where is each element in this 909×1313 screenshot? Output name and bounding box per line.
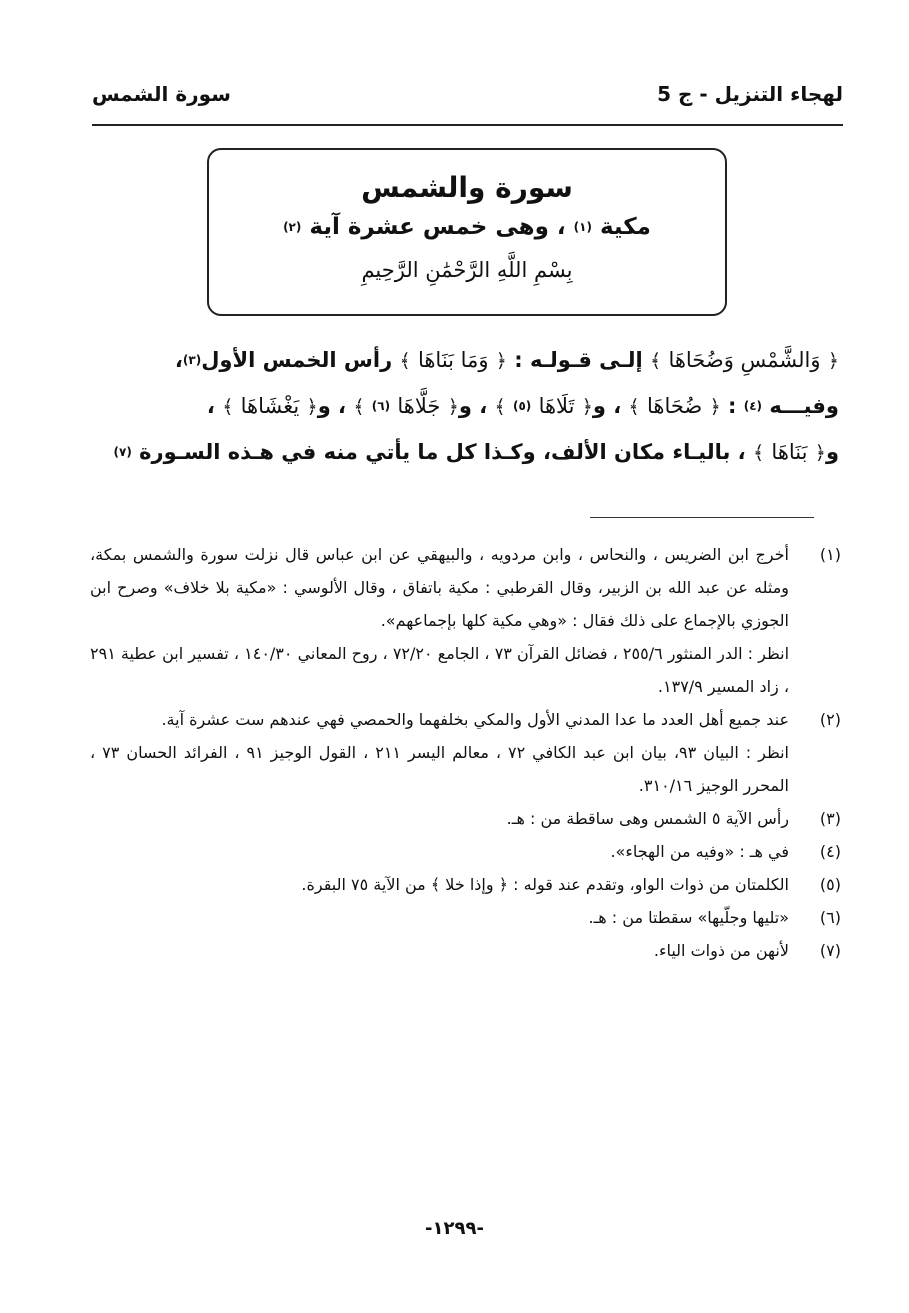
surah-name: سورة والشمس (361, 171, 573, 204)
ornate-bracket-open-icon: ﴿ (306, 396, 318, 418)
footnote-number: (٣) (819, 809, 841, 828)
footnote-body (90, 538, 789, 703)
footnote-ref-7: (٧) (113, 445, 132, 459)
ornate-bracket-open-icon: ﴿ (827, 350, 839, 372)
footnote-3 (90, 802, 841, 835)
footnote-body (90, 703, 789, 802)
surah-title-box (207, 148, 727, 316)
footnote-text: لأنهن من ذوات الياء. (653, 941, 789, 960)
ornate-bracket-close-icon: ﴾ (494, 396, 506, 418)
ornate-bracket-close-icon: ﴾ (649, 350, 662, 372)
ornate-bracket-close-icon: ﴾ (353, 396, 365, 418)
footnote-1 (90, 538, 841, 703)
main-text-span: ، (174, 348, 183, 372)
quran-word: ضُحَاهَا (646, 394, 703, 418)
footnote-7 (90, 934, 841, 967)
footnote-ref-4: (٤) (743, 399, 763, 413)
main-text-span: ، باليـاء مكان الألف، وكـذا كل ما يأتي منه في هـذه السـورة (139, 440, 746, 464)
quran-word: بَنَاهَا (771, 440, 808, 464)
footnote-text: رأس الآية ٥ الشمس وهى ساقطة من : هـ. (506, 809, 789, 828)
meta-makkiyya: مكية (599, 214, 651, 240)
footnote-4 (90, 835, 841, 868)
footnote-ref-1: (١) (573, 220, 592, 234)
page-number: -١٢٩٩- (425, 1218, 484, 1239)
footnote-ref-6: (٦) (371, 399, 391, 413)
surah-running-title: سورة الشمس (92, 82, 231, 106)
basmala: بِسْمِ اللَّهِ الرَّحْمَٰنِ الرَّحِيمِ (361, 258, 573, 282)
main-line-1 (86, 338, 839, 384)
main-text (86, 338, 839, 476)
footnote-2 (90, 703, 841, 802)
main-text-span: ، و (458, 394, 488, 418)
footnote-text: في هـ : «وفيه من الهجاء». (610, 842, 789, 861)
ornate-bracket-close-icon: ﴾ (399, 350, 411, 372)
footnote-number: (٢) (819, 710, 841, 729)
footnote-text: أخرج ابن الضريس ، والنحاس ، وابن مردويه ، والبيهقي عن ابن عباس قال نزلت سورة والشمس بمكة، ومثله عن عبد الله بن الزبير، وقال القرطبي : مكية باتفاق ، وقال الألوسي : «مكية بلا خلاف» وصرح ابن الجوزي بالإجماع على ذلك فقال : «وهي مكية كلها بإجماعهم». (90, 545, 789, 630)
meta-verse-count: ، وهى خمس عشرة آية (309, 214, 566, 240)
main-text-span: : (728, 394, 737, 418)
footnote-ref-2: (٢) (283, 220, 302, 234)
footnote-5 (90, 868, 841, 901)
ornate-bracket-close-icon: ﴾ (752, 442, 765, 464)
ornate-bracket-open-icon: ﴿ (495, 350, 507, 372)
main-text-span: إلـى قـولـه : (514, 348, 643, 372)
footnote-number: (٧) (819, 941, 841, 960)
quran-word: تَلَاهَا (538, 394, 575, 418)
footnote-text: «تليها وجلّيها» سقطتا من : هـ. (588, 908, 789, 927)
quran-word: وَمَا بَنَاهَا (417, 348, 489, 372)
footnote-text: انظر : البيان ٩٣، بيان ابن عبد الكافي ٧٢ ، معالم اليسر ٢١١ ، القول الوجيز ٩١ ، الفرائد الحسان ٧٣ ، المحرر الوجيز ٣١٠/١٦. (90, 743, 789, 795)
main-text-span: وفيـــه (769, 394, 839, 418)
footnote-number: (٤) (819, 842, 841, 861)
main-text-span: و (825, 440, 839, 464)
main-text-span: ، (206, 394, 215, 418)
ornate-bracket-open-icon: ﴿ (814, 442, 826, 464)
quran-word: يَغْشَاهَا (240, 394, 300, 418)
footnote-body (90, 901, 789, 934)
footnote-number: (١) (819, 545, 841, 564)
ornate-bracket-open-icon: ﴿ (709, 396, 721, 418)
footnote-body (90, 802, 789, 835)
footnote-body (90, 835, 789, 868)
ornate-bracket-close-icon: ﴾ (222, 396, 234, 418)
footnote-6 (90, 901, 841, 934)
footnote-number: (٦) (819, 908, 841, 927)
main-line-3 (86, 430, 839, 476)
footnote-ref-3: (٣) (182, 353, 202, 367)
footnote-text: الكلمتان من ذوات الواو، وتقدم عند قوله : ﴿ وإذا خلا ﴾ من الآية ٧٥ البقرة. (301, 875, 789, 894)
book-title: لهجاء التنزيل - ج 5 (657, 82, 843, 106)
ornate-bracket-open-icon: ﴿ (447, 396, 459, 418)
ornate-bracket-close-icon: ﴾ (628, 396, 640, 418)
main-text-span: رأس الخمس الأول (201, 348, 393, 372)
footnote-text: عند جميع أهل العدد ما عدا المدني الأول والمكي بخلفهما والحمصي فهي عندهم ست عشرة آية. (161, 710, 789, 729)
main-text-span: ، و (317, 394, 347, 418)
ornate-bracket-open-icon: ﴿ (581, 396, 593, 418)
footnote-number: (٥) (819, 875, 841, 894)
footnote-ref-5: (٥) (512, 399, 532, 413)
quran-word: وَالشَّمْسِ وَضُحَاهَا (668, 348, 821, 372)
main-text-span: ، و (592, 394, 622, 418)
page-header (92, 80, 843, 126)
footnotes (90, 538, 841, 967)
footnote-text: انظر : الدر المنثور ٢٥٥/٦ ، فضائل القرآن ٧٣ ، الجامع ٧٢/٢٠ ، روح المعاني ١٤٠/٣٠ ، تفسير ابن عطية ٢٩١ ، زاد المسير ١٣٧/٩. (90, 644, 790, 696)
footnote-body (90, 934, 789, 967)
surah-meta (209, 210, 725, 244)
footnote-divider (590, 517, 814, 518)
footnote-body (90, 868, 789, 901)
main-line-2 (86, 384, 839, 430)
quran-word: جَلَّاهَا (397, 394, 441, 418)
